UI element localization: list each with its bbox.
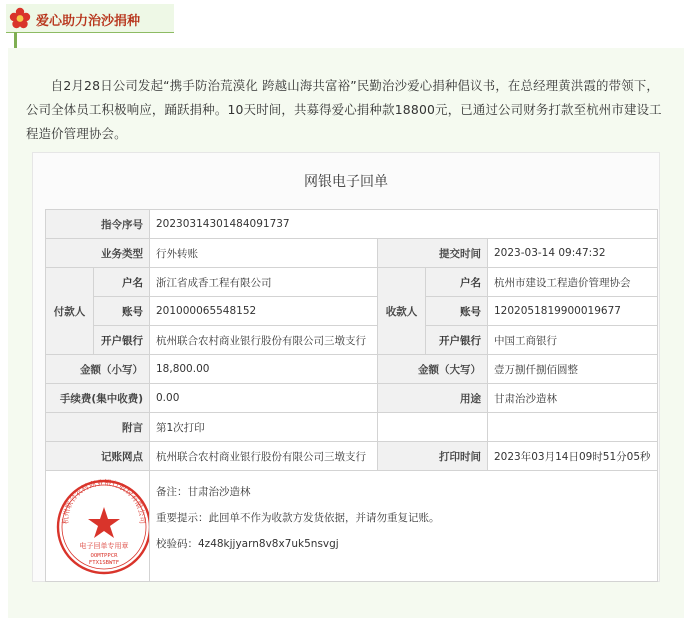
purpose-label: 用途 xyxy=(378,384,488,413)
submit-time-value: 2023-03-14 09:47:32 xyxy=(488,239,658,268)
payer-name-value: 浙江省成香工程有限公司 xyxy=(150,268,378,297)
table-row xyxy=(46,384,658,413)
table-row xyxy=(46,210,658,239)
notes-cell xyxy=(150,471,658,582)
payee-name-label: 户名 xyxy=(426,268,488,297)
flower-icon xyxy=(8,6,32,30)
payee-account-value: 1202051819900019677 xyxy=(488,297,658,326)
section-title: 爱心助力治沙捐种 xyxy=(36,14,141,29)
receipt-title: 网银电子回单 xyxy=(304,174,388,190)
stamp-code-1: OOMTPPCR xyxy=(90,553,118,559)
intro-paragraph xyxy=(26,74,666,146)
instruction-no-label: 指令序号 xyxy=(46,210,150,239)
empty-cell xyxy=(488,413,658,442)
note-text: 备注：甘肃治沙造林 xyxy=(156,486,251,498)
branch-label: 记账网点 xyxy=(46,442,150,471)
submit-time-label: 提交时间 xyxy=(378,239,488,268)
payee-name-value: 杭州市建设工程造价管理协会 xyxy=(488,268,658,297)
payer-name-label: 户名 xyxy=(94,268,150,297)
business-type-label: 业务类型 xyxy=(46,239,150,268)
table-row xyxy=(46,471,658,582)
intro-text: 自2月28日公司发起“携手防治荒漠化 跨越山海共富裕”民勤治沙爱心捐种倡议书，在总经理黄洪霞的带领下，公司全体员工积极响应，踊跃捐种。10天时间，共募得爱心捐种款18800元，已通过公司财务打款至杭州市建设工程造价管理协会。 xyxy=(26,78,662,141)
stamp-ring-text: 杭州联合农村商业银行股份有限公司 xyxy=(60,478,148,525)
print-time-label: 打印时间 xyxy=(378,442,488,471)
table-row xyxy=(46,268,658,297)
amount-small-label: 金额（小写） xyxy=(46,355,150,384)
bank-receipt xyxy=(32,152,660,582)
payee-label: 收款人 xyxy=(378,268,426,355)
section-header xyxy=(6,4,192,34)
table-row xyxy=(46,326,658,355)
payer-account-value: 201000065548152 xyxy=(150,297,378,326)
amount-big-value: 壹万捌仟捌佰圆整 xyxy=(488,355,658,384)
print-time-value: 2023年03月14日09时51分05秒 xyxy=(488,442,658,471)
payee-account-label: 账号 xyxy=(426,297,488,326)
business-type-value: 行外转账 xyxy=(150,239,378,268)
amount-small-value: 18,800.00 xyxy=(150,355,378,384)
payee-bank-label: 开户银行 xyxy=(426,326,488,355)
attach-label: 附言 xyxy=(46,413,150,442)
table-row xyxy=(46,413,658,442)
fee-label: 手续费(集中收费) xyxy=(46,384,150,413)
payer-label: 付款人 xyxy=(46,268,94,355)
payer-bank-label: 开户银行 xyxy=(94,326,150,355)
warning-text: 重要提示：此回单不作为收款方发货依据，并请勿重复记账。 xyxy=(156,512,440,524)
attach-value: 第1次打印 xyxy=(150,413,378,442)
payer-bank-value: 杭州联合农村商业银行股份有限公司三墩支行 xyxy=(150,326,378,355)
fee-value: 0.00 xyxy=(150,384,378,413)
table-row xyxy=(46,297,658,326)
table-row xyxy=(46,239,658,268)
stamp-code-2: FTX1SBWTF xyxy=(88,560,120,566)
stamp-cell xyxy=(46,471,150,582)
verify-code: 校验码：4z48kjjyarn8v8x7uk5nsvgj xyxy=(156,538,339,550)
purpose-value: 甘肃治沙造林 xyxy=(488,384,658,413)
table-row xyxy=(46,355,658,384)
instruction-no-value: 20230314301484091737 xyxy=(150,210,658,239)
amount-big-label: 金额（大写） xyxy=(378,355,488,384)
stamp-center-text: 电子回单专用章 xyxy=(79,542,129,550)
branch-value: 杭州联合农村商业银行股份有限公司三墩支行 xyxy=(150,442,378,471)
stamp-star-icon xyxy=(88,507,120,538)
payer-account-label: 账号 xyxy=(94,297,150,326)
payee-bank-value: 中国工商银行 xyxy=(488,326,658,355)
empty-cell xyxy=(378,413,488,442)
seal-stamp xyxy=(54,477,150,577)
receipt-table xyxy=(45,209,658,582)
table-row xyxy=(46,442,658,471)
